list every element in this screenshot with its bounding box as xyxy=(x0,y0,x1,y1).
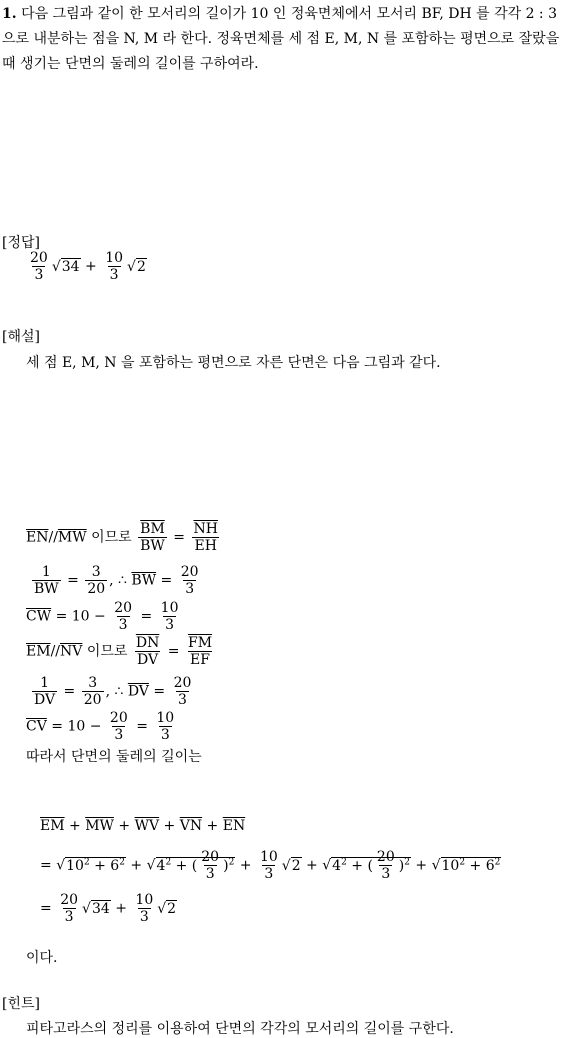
hint-text: 피타고라스의 정리를 이용하여 단면의 각각의 모서리의 길이를 구한다. xyxy=(26,1021,454,1037)
perimeter-sum: $\overline{EM} + \overline{MW} + \overline{WV} + \overline{VN} + \overline{EN}$ xyxy=(40,818,246,834)
answer-label: [정답] xyxy=(2,235,40,251)
problem-body: 다음 그림과 같이 한 모서리의 길이가 10 인 정육면체에서 모서리 BF, DH 를 각각 2 : 3 으로 내분하는 점을 N, M 라 한다. 정육면체를 세 점 E, M, N 를 포함하는 평면으로 잘랐을 때 생기는 단면의 둘레의 길이를 구하여라. xyxy=(2,6,560,72)
explanation-label: [해설] xyxy=(2,329,40,345)
problem-number: 1. xyxy=(2,6,17,22)
perimeter-expansion: = $√10^2 + 6^2 + √4^2$ + ( $\frac{20}{3}$ )$^2$ + $\frac{10}{3}$ $√2 + √4^2$ + ( $\frac{20}{3}$ )$^2 + √10^2 + 6^2$ xyxy=(40,849,501,882)
answer-fraction-2: $\frac{10}{3}$ xyxy=(105,250,124,283)
equation-line-1: $\overline{EN}//\overline{MW}$ 이므로 $\frac{\overline{BM}}{BW}$ = $\frac{\overline{NH}}{EH}$ xyxy=(26,521,218,554)
answer-fraction-1: $\frac{20}{3}$ xyxy=(30,250,48,283)
conclusion-text: 따라서 단면의 둘레의 길이는 xyxy=(26,749,202,765)
equation-line-2: $\frac{1}{BW}$ = $\frac{3}{20}$ , ∴ $\overline{BW}$ = $\frac{20}{3}$ xyxy=(34,564,199,597)
perimeter-result: = $\frac{20}{3}$ √34 + $\frac{10}{3}$ √2 xyxy=(40,892,177,925)
ending-text: 이다. xyxy=(26,950,58,966)
problem-text xyxy=(2,2,572,77)
hint-label: [힌트] xyxy=(2,996,40,1012)
equation-line-4: $\overline{EM}//\overline{NV}$ 이므로 $\frac{\overline{DN}}{DV}$ = $\frac{\overline{FM}}{EF}$ xyxy=(26,635,213,668)
equation-line-6: $\overline{CV} = 10$ − $\frac{20}{3}$ = $\frac{10}{3}$ xyxy=(26,710,175,743)
answer-sqrt-2: √2 xyxy=(127,258,146,275)
answer-sqrt-1: √34 xyxy=(51,258,80,275)
answer-expression: $\frac{20}{3}$ √34 + $\frac{10}{3}$ √2 xyxy=(30,250,146,283)
equation-line-3: $\overline{CW} = 10$ − $\frac{20}{3}$ = $\frac{10}{3}$ xyxy=(26,600,179,633)
explanation-intro: 세 점 E, M, N 을 포함하는 평면으로 자른 단면은 다음 그림과 같다. xyxy=(26,355,441,371)
equation-line-5: $\frac{1}{DV}$ = $\frac{3}{20}$ , ∴ $\overline{DV}$ = $\frac{20}{3}$ xyxy=(34,675,192,708)
